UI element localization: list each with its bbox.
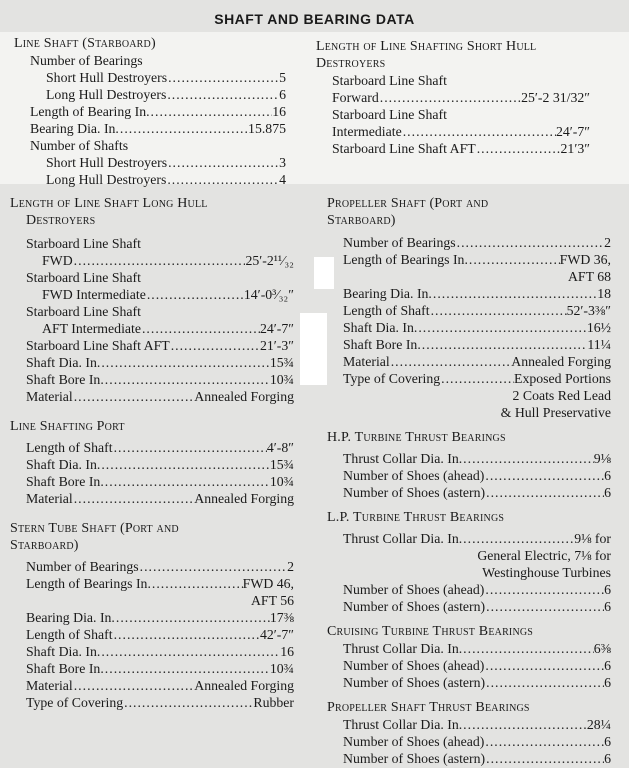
- field-value-cont: General Electric, 7⅛ for: [477, 548, 611, 563]
- data-row: [14, 154, 286, 171]
- field-label: Number of Shoes (ahead): [343, 658, 485, 673]
- field-label: Material: [343, 354, 390, 369]
- field-label: Thrust Collar Dia. In.: [343, 641, 463, 656]
- data-row: [327, 581, 611, 598]
- field-value-cont: AFT 68: [567, 269, 611, 284]
- field-value: 17⅜: [269, 610, 294, 625]
- section-stern-tube-shaft: [10, 520, 294, 711]
- field-label: Bearing Dia. In.: [26, 610, 115, 625]
- field-label: Thrust Collar Dia. In.: [343, 451, 463, 466]
- data-row: [10, 558, 294, 575]
- field-label: Type of Covering: [26, 695, 124, 710]
- field-label: Shaft Bore In.: [26, 474, 104, 489]
- field-label: Shaft Bore In.: [26, 372, 104, 387]
- section-short-hull-length: [316, 38, 590, 157]
- field-value: 25′-2¹¹⁄₃₂: [245, 253, 294, 268]
- data-row: [327, 285, 611, 302]
- field-value: 21′-3″: [259, 338, 294, 353]
- field-value: 21′3″: [560, 141, 590, 156]
- field-value: Annealed Forging: [194, 678, 294, 693]
- field-label: Starboard Line Shaft: [26, 304, 141, 319]
- field-value-cont: Westinghouse Turbines: [482, 565, 611, 580]
- field-value: 42′-7″: [259, 627, 294, 642]
- field-value: 15.875: [248, 121, 286, 136]
- field-label: Intermediate: [332, 124, 402, 139]
- field-label: Number of Bearings: [343, 235, 456, 250]
- data-row: [316, 89, 590, 106]
- data-row: [316, 140, 590, 157]
- field-label: Shaft Bore In.: [343, 337, 421, 352]
- field-value-cont: AFT 56: [250, 593, 294, 608]
- field-label: AFT Intermediate: [42, 321, 141, 336]
- field-value: Annealed Forging: [194, 389, 294, 404]
- field-value: 11¼: [587, 337, 611, 352]
- field-value: 6: [604, 468, 611, 483]
- field-value: Annealed Forging: [511, 354, 611, 369]
- field-label: Length of Shaft: [343, 303, 430, 318]
- data-row: [10, 609, 294, 626]
- section-heading: Propeller Shaft (Port and: [327, 196, 489, 211]
- field-label: Number of Bearings: [30, 53, 143, 68]
- section-propeller-shaft: [327, 195, 611, 421]
- field-label: Shaft Dia. In.: [26, 355, 101, 370]
- data-row: [327, 467, 611, 484]
- field-label: Bearing Dia. In.: [30, 121, 119, 136]
- data-row: [10, 320, 294, 337]
- data-row: [327, 450, 611, 467]
- field-value-cont: 2 Coats Red Lead: [512, 388, 611, 403]
- field-label: Length of Bearings In.: [26, 576, 151, 591]
- data-row: [10, 575, 294, 592]
- field-value: 4′-8″: [266, 440, 294, 455]
- field-value: 6: [279, 87, 286, 102]
- data-row: [10, 252, 294, 269]
- field-value: 15¾: [269, 457, 294, 472]
- section-heading: Cruising Turbine Thrust Bearings: [327, 624, 534, 639]
- section-line-shafting-port: [10, 418, 294, 507]
- data-row: [10, 473, 294, 490]
- field-value: 9⅛: [593, 451, 611, 466]
- field-label: Number of Shoes (astern): [343, 751, 486, 766]
- data-row: [10, 677, 294, 694]
- data-row: [14, 120, 286, 137]
- field-value: 10¾: [269, 661, 294, 676]
- field-value: 6: [604, 734, 611, 749]
- data-row: [327, 353, 611, 370]
- field-label: Starboard Line Shaft AFT: [26, 338, 170, 353]
- field-label: Number of Shoes (ahead): [343, 582, 485, 597]
- section-hp-turbine-thrust: [327, 429, 611, 501]
- data-row: [327, 484, 611, 501]
- data-row: [327, 733, 611, 750]
- field-value: 6: [604, 582, 611, 597]
- field-label: Number of Shoes (ahead): [343, 734, 485, 749]
- field-value: 3: [279, 155, 286, 170]
- field-label: Type of Covering: [343, 371, 441, 386]
- field-value: 6: [604, 675, 611, 690]
- field-value: Rubber: [253, 695, 294, 710]
- data-row: [14, 171, 286, 188]
- field-value: Exposed Portions: [514, 371, 611, 386]
- data-row: [327, 234, 611, 251]
- field-value: 16: [280, 644, 294, 659]
- field-value: FWD 36,: [559, 252, 611, 267]
- field-label: Short Hull Destroyers: [46, 70, 168, 85]
- field-value: 4: [279, 172, 286, 187]
- data-row: [327, 716, 611, 733]
- field-label: Long Hull Destroyers: [46, 172, 167, 187]
- field-label: Forward: [332, 90, 379, 105]
- field-label: Starboard Line Shaft: [332, 73, 447, 88]
- field-label: Thrust Collar Dia. In.: [343, 717, 463, 732]
- field-label: Number of Shoes (astern): [343, 675, 486, 690]
- field-label: Bearing Dia. In.: [343, 286, 432, 301]
- data-row: [10, 388, 294, 405]
- field-label: Thrust Collar Dia. In.: [343, 531, 463, 546]
- data-row: [10, 439, 294, 456]
- field-value: 6⅜: [593, 641, 611, 656]
- field-label: Material: [26, 491, 73, 506]
- field-value: 6: [604, 751, 611, 766]
- field-value: FWD 46,: [242, 576, 294, 591]
- data-row: [10, 286, 294, 303]
- field-label: Short Hull Destroyers: [46, 155, 168, 170]
- field-value: 18: [597, 286, 611, 301]
- section-heading-cont: Starboard): [10, 538, 79, 553]
- section-heading-cont: Destroyers: [26, 213, 96, 228]
- field-label: Length of Bearing In.: [30, 104, 150, 119]
- left-column: [10, 195, 294, 711]
- data-row: [10, 694, 294, 711]
- data-row: [10, 660, 294, 677]
- field-label: Starboard Line Shaft AFT: [332, 141, 476, 156]
- field-value: 10¾: [269, 474, 294, 489]
- field-value-cont: & Hull Preservative: [500, 405, 611, 420]
- data-row: [10, 490, 294, 507]
- data-row: [327, 370, 611, 387]
- data-row: [10, 456, 294, 473]
- section-heading: Length of Line Shafting Short Hull: [316, 39, 537, 54]
- section-heading: Length of Line Shaft Long Hull: [10, 196, 208, 211]
- data-row: [14, 103, 286, 120]
- section-propeller-shaft-thrust: [327, 699, 611, 767]
- white-patch-lower: [300, 313, 327, 385]
- data-row: [327, 319, 611, 336]
- field-label: Number of Shafts: [30, 138, 129, 153]
- section-heading-cont: Destroyers: [316, 56, 386, 71]
- field-label: Number of Shoes (ahead): [343, 468, 485, 483]
- section-cruising-turbine-thrust: [327, 623, 611, 691]
- field-label: Shaft Dia. In.: [26, 457, 101, 472]
- data-row: [327, 336, 611, 353]
- field-label: Shaft Dia. In.: [26, 644, 101, 659]
- field-label: Number of Shoes (astern): [343, 599, 486, 614]
- field-label: Length of Shaft: [26, 440, 113, 455]
- field-label: Number of Shoes (astern): [343, 485, 486, 500]
- data-row: [10, 643, 294, 660]
- data-row: [10, 337, 294, 354]
- field-label: Material: [26, 678, 73, 693]
- field-value: 25′-2 31/32″: [521, 90, 590, 105]
- section-heading: Stern Tube Shaft (Port and: [10, 521, 179, 536]
- data-row: [14, 86, 286, 103]
- field-value: 24′-7″: [259, 321, 294, 336]
- field-value: 6: [604, 658, 611, 673]
- field-label: Long Hull Destroyers: [46, 87, 167, 102]
- data-row: [327, 640, 611, 657]
- field-value: 2: [604, 235, 611, 250]
- section-heading: Propeller Shaft Thrust Bearings: [327, 700, 530, 715]
- field-label: Number of Bearings: [26, 559, 139, 574]
- field-value: 28¼: [586, 717, 611, 732]
- section-heading: L.P. Turbine Thrust Bearings: [327, 510, 505, 525]
- data-row: [10, 354, 294, 371]
- data-row: [14, 69, 286, 86]
- data-row: [327, 657, 611, 674]
- data-row: [327, 674, 611, 691]
- field-value: 10¾: [269, 372, 294, 387]
- section-lp-turbine-thrust: [327, 509, 611, 615]
- field-value: 24′-7″: [555, 124, 590, 139]
- field-label: Length of Bearings In.: [343, 252, 468, 267]
- section-heading-cont: Starboard): [327, 213, 396, 228]
- right-column: [327, 195, 611, 767]
- section-long-hull-length: [10, 195, 294, 405]
- field-value: 16: [272, 104, 286, 119]
- field-value: 5: [279, 70, 286, 85]
- page-title: SHAFT AND BEARING DATA: [214, 11, 415, 27]
- data-row: [327, 598, 611, 615]
- data-row: [327, 530, 611, 547]
- section-heading: Line Shaft (Starboard): [14, 36, 156, 51]
- field-value: 9⅛ for: [574, 531, 611, 546]
- field-label: FWD: [42, 253, 73, 268]
- field-value: 16½: [586, 320, 611, 335]
- data-row: [327, 302, 611, 319]
- field-value: 6: [604, 485, 611, 500]
- field-label: Starboard Line Shaft: [26, 236, 141, 251]
- field-value: 6: [604, 599, 611, 614]
- section-heading: H.P. Turbine Thrust Bearings: [327, 430, 506, 445]
- data-row: [327, 251, 611, 268]
- data-row: [10, 626, 294, 643]
- field-label: FWD Intermediate: [42, 287, 146, 302]
- field-label: Length of Shaft: [26, 627, 113, 642]
- field-value: Annealed Forging: [194, 491, 294, 506]
- data-row: [10, 371, 294, 388]
- field-value: 52′-3⅜″: [566, 303, 611, 318]
- section-heading: Line Shafting Port: [10, 419, 125, 434]
- field-value: 15¾: [269, 355, 294, 370]
- field-label: Shaft Dia. In.: [343, 320, 418, 335]
- data-row: [327, 750, 611, 767]
- field-label: Shaft Bore In.: [26, 661, 104, 676]
- field-label: Material: [26, 389, 73, 404]
- field-label: Starboard Line Shaft: [332, 107, 447, 122]
- data-row: [316, 123, 590, 140]
- field-value: 2: [287, 559, 294, 574]
- field-label: Starboard Line Shaft: [26, 270, 141, 285]
- section-line-shaft-starboard: [14, 35, 286, 188]
- field-value: 14′-0³⁄₃₂″: [243, 287, 294, 302]
